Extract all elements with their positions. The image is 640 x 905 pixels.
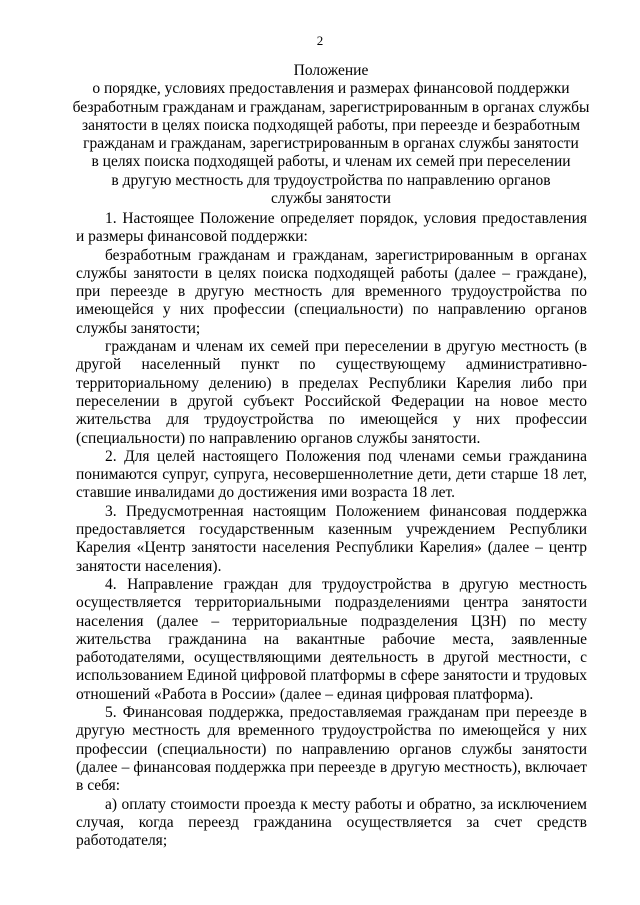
paragraph: 1. Настоящее Положение определяет порядок, условия предоставления и размеры финансовой поддержки: xyxy=(76,210,587,246)
title-line: службы занятости xyxy=(271,190,391,208)
title-line: в другую местность для трудоустройства по направлению органов xyxy=(111,171,551,189)
document-body xyxy=(76,210,587,850)
title-line: гражданам и гражданам, зарегистрированным в органах службы занятости xyxy=(83,135,579,153)
title-heading: Положение xyxy=(293,62,369,79)
title-line: о порядке, условиях предоставления и размерах финансовой поддержки xyxy=(92,80,570,98)
document-title xyxy=(60,62,602,208)
paragraph: 5. Финансовая поддержка, предоставляемая гражданам при переезде в другую местность для временного трудоустройства по имеющейся у них профессии (специальности) по направлению органов службы занятости (далее – финансовая поддержка при переезде в другую местность), включает в себя: xyxy=(76,704,587,795)
paragraph: а) оплату стоимости проезда к месту работы и обратно, за исключением случая, когда переезд гражданина осуществляется за счет средств работодателя; xyxy=(76,795,587,850)
paragraph: 2. Для целей настоящего Положения под членами семьи гражданина понимаются супруг, супруга, несовершеннолетние дети, дети старше 18 лет, ставшие инвалидами до достижения ими возраста 18 лет. xyxy=(76,447,587,502)
title-line: в целях поиска подходящей работы, и членам их семей при переселении xyxy=(91,153,571,171)
title-line: занятости в целях поиска подходящей работы, при переезде и безработным xyxy=(82,116,580,134)
paragraph: безработным гражданам и гражданам, зарегистрированным в органах службы занятости в целях поиска подходящей работы (далее – граждане), при переезде в другую местность для временного трудоустройства по имеющейся у них профессии (специальности) по направлению органов службы занятости; xyxy=(76,246,587,337)
page-number: 2 xyxy=(316,33,324,48)
paragraph: гражданам и членам их семей при переселении в другую местность (в другой населенный пункт по существующему административно-территориальному делению) в пределах Республики Карелия либо при переселении в другой субъект Российской Федерации на новое место жительства для трудоустройства по имеющейся у них профессии (специальности) по направлению органов службы занятости. xyxy=(76,338,587,447)
paragraph: 4. Направление граждан для трудоустройства в другую местность осуществляется территориальными подразделениями центра занятости населения (далее – территориальные подразделения ЦЗН) по месту жительства гражданина на вакантные рабочие места, заявленные работодателями, осуществляющими деятельность в другой местности, с использованием Единой цифровой платформы в сфере занятости и трудовых отношений «Работа в России» (далее – единая цифровая платформа). xyxy=(76,575,587,703)
paragraph: 3. Предусмотренная настоящим Положением финансовая поддержка предоставляется государственным казенным учреждением Республики Карелия «Центр занятости населения Республики Карелия» (далее – центр занятости населения). xyxy=(76,502,587,575)
title-line: безработным гражданам и гражданам, зарегистрированным в органах службы xyxy=(72,98,590,116)
